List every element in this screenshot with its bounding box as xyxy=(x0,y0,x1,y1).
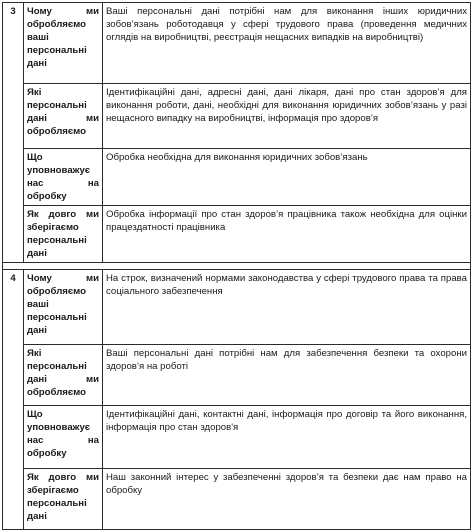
answer-cell: На строк, визначений нормами законодавства у сфері трудового права та права соціального забезпечення xyxy=(103,270,471,345)
data-processing-table xyxy=(2,2,471,530)
question-cell: Що уповноважує нас на обробку xyxy=(24,406,103,469)
document-page xyxy=(2,2,471,527)
section-number: 4 xyxy=(3,270,24,530)
answer-cell: Ваші персональні дані потрібні нам для забезпечення безпеки та охорони здоров’я на роботі xyxy=(103,345,471,406)
answer-cell: Ідентифікаційні дані, адресні дані, дані лікаря, дані про стан здоров’я для виконання роботи, дані, необхідні для виконання юридичних зобов’язань у разі нещасного випадку на виробництві, інформація про здоров’я xyxy=(103,84,471,149)
answer-cell: Наш законний інтерес у забезпеченні здоров’я та безпеки дає нам право на обробку xyxy=(103,469,471,530)
table-row xyxy=(3,149,471,206)
answer-cell: Ідентифікаційні дані, контактні дані, інформація про договір та його виконання, інформація про стан здоров'я xyxy=(103,406,471,469)
question-cell: Які персональні дані ми обробляємо xyxy=(24,345,103,406)
table-row xyxy=(3,406,471,469)
table-row xyxy=(3,84,471,149)
answer-cell: Обробка інформації про стан здоров’я працівника також необхідна для оцінки працездатності працівника xyxy=(103,206,471,263)
table-row xyxy=(3,206,471,263)
question-cell: Що уповноважує нас на обробку xyxy=(24,149,103,206)
table-row xyxy=(3,3,471,84)
table-row xyxy=(3,270,471,345)
table-row xyxy=(3,345,471,406)
section-number: 3 xyxy=(3,3,24,263)
question-cell: Чому ми обробляємо ваші персональні дані xyxy=(24,3,103,84)
answer-cell: Ваші персональні дані потрібні нам для виконання інших юридичних зобов’язань роботодавця у сфері трудового права (проведення медичних оглядів на виробництві, реєстрація нещасних випадків на виробництві) xyxy=(103,3,471,84)
question-cell: Як довго ми зберігаємо персональні дані xyxy=(24,469,103,530)
question-cell: Як довго ми зберігаємо персональні дані xyxy=(24,206,103,263)
table-row xyxy=(3,469,471,530)
answer-cell: Обробка необхідна для виконання юридичних зобов’язань xyxy=(103,149,471,206)
question-cell: Які персональні дані ми обробляємо xyxy=(24,84,103,149)
section-divider xyxy=(3,263,471,270)
question-cell: Чому ми обробляємо ваші персональні дані xyxy=(24,270,103,345)
